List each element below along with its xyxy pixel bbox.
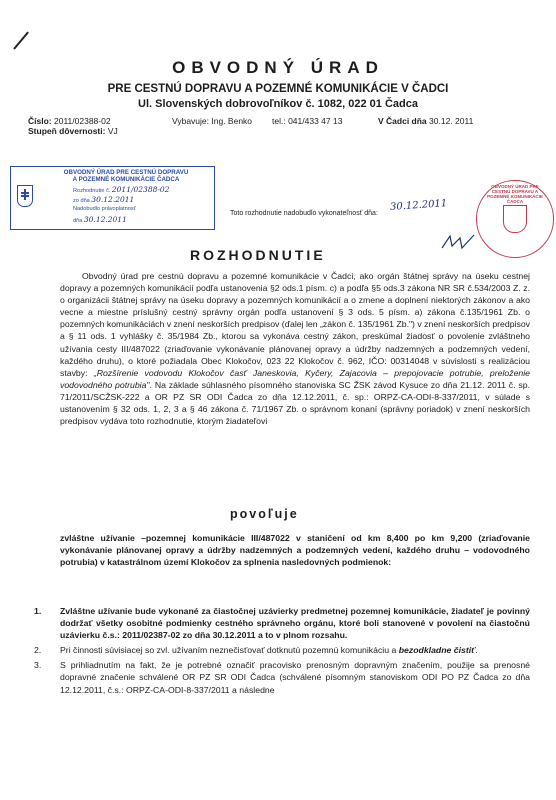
stamp-decision-number: Rozhodnutie č. 2011/02388-02: [73, 185, 170, 194]
coat-of-arms-icon: [17, 185, 33, 207]
margin-slash-mark: [13, 32, 29, 50]
confidentiality-level: Stupeň dôvernosti: VJ: [28, 126, 118, 136]
telephone: tel.: 041/433 47 13: [272, 116, 343, 126]
official-round-seal: [476, 180, 554, 258]
stamp-decision-date: zo dňa 30.12.2011: [73, 195, 135, 204]
seal-text: OBVODNÝ ÚRAD PRE CESTNÚ DOPRAVU A POZEMNÉ KOMUNIKÁCIE ČADCA: [487, 184, 543, 204]
place-and-date: V Čadci dňa 30.12. 2011: [378, 116, 474, 126]
office-address: Ul. Slovenských dobrovoľníkov č. 1082, 022 01 Čadca: [138, 98, 418, 110]
document-title: ROZHODNUTIE: [190, 247, 326, 263]
enforceability-date: 30.12.2011: [389, 198, 448, 213]
file-number: Číslo: 2011/02388-02: [28, 116, 111, 126]
legal-effect-stamp: [10, 166, 215, 230]
enforceability-label: Toto rozhodnutie nadobudlo vykonateľnosť dňa:: [230, 210, 378, 217]
signature: [440, 232, 480, 252]
stamp-effect-label: Nadobudlo právoplatnosť: [73, 206, 136, 212]
conditions-list: [30, 605, 530, 699]
stamp-title: OBVODNÝ ÚRAD PRE CESTNÚ DOPRAVU A POZEMNÉ KOMUNIKÁCIE ČADCA: [63, 169, 189, 183]
list-item: 2. Pri činnosti súvisiacej so zvl. užívaním neznečisťovať dotknutú pozemnú komunikáciu a bezodkladne čistiť.: [34, 645, 478, 656]
office-subtitle: PRE CESTNÚ DOPRAVU A POZEMNÉ KOMUNIKÁCIE V ČADCI: [107, 83, 449, 95]
permit-statement: zvláštne užívanie –pozemnej komunikácie III/487022 v staničení od km 8,400 po km 9,200 (zriaďovanie vykonávanie plánovanej opravy a údržby nadzemných a podzemných vedení, každého druhu – vodovodného potrubia) v katastrálnom území Klokočov za splnenia nasledovných podmienok:: [60, 533, 530, 568]
seal-coat-of-arms-icon: [503, 205, 527, 233]
handled-by: Vybavuje: Ing. Benko: [172, 116, 253, 126]
list-item: 1. Zvláštne užívanie bude vykonané za čiastočnej uzávierky predmetnej pozemnej komunikácie, žiadateľ je povinný dodržať všetky osobitné podmienky cestného správneho orgánu, ktoré boli stanovené v povolení na čiastočnú uzávierku č.s.: 2011/02387-02 zo dňa 30.12.2011 a to v plnom rozsahu.: [34, 606, 530, 641]
decision-body: Obvodný úrad pre cestnú dopravu a pozemné komunikácie v Čadci, ako orgán štátnej správy na úseku cestnej dopravy a pozemných komunikácií podľa ustanovenia §2 ods.1 písm. c) a podľa §5 ods.3 zákona NR SR č.534/2003 Z. z. o organizácii štátnej správy na úseku dopravy a pozemných komunikácií a o zmene a doplnení niektorých zákonov a ako vecne a miestne príslušný cestný správny orgán podľa ustanovení § 3 ods. 5 písm. a) zákona č.135/1961 Zb. o pozemných komunikáciách v znení neskorších predpisov (ďalej len „zákon č. 135/1961 Zb.") v znení neskorších predpisov a § 11 ods. 1 vyhlášky č. 35/1984 Zb., ktorou sa vykonáva cestný zákon, preskúmal žiadosť o povolenie zvláštneho užívania cesty III/487022 (zriaďovanie vykonávanie plánovanej opravy a údržby nadzemných a podzemných vedení, každého druhu), o ktoré požiadala Obec Klokočov, 023 22 Klokočov č. 962, IČO: 00314048 v súvislosti s realizáciou stavby: „Rozšírenie vodovodu Klokočov časť Janeskovia, Kyčery, Zajacovia – prepojovacie potrubie, preloženie vodovodného potrubia". Na základe súhlasného písomného stanoviska SC ŽSK závod Kysuce zo dňa 21.12. 2011 č. sp. 71/2011/SCŽSK-222 a OR PZ SR ODI Čadca zo dňa 12.12.2011, č. sp.: ORPZ-CA-ODI-8-337/2011, v súlade s ustanovením § 32 ods. 1, 2, 3 a § 46 zákona č. 71/1967 Zb. o správnom konaní (správny poriadok) v znení neskorších predpisov vydáva toto rozhodnutie, ktorým žiadateľovi: [60, 271, 530, 427]
office-name: OBVODNÝ ÚRAD: [172, 58, 384, 77]
stamp-effect-date: dňa 30.12.2011: [73, 215, 127, 224]
list-item: 3. S prihliadnutím na fakt, že je potrebné označiť pracovisko prenosným dopravným značením, použije sa prenosné dopravné značenie schválené OR PZ SR ODI Čadca (schválené písomným stanoviskom ODI PO PZ Čadca zo dňa 12.12.2011, č.s.: ORPZ-CA-ODI-8-337/2011 a následne: [34, 660, 530, 695]
permits-heading: povoľuje: [230, 507, 299, 521]
